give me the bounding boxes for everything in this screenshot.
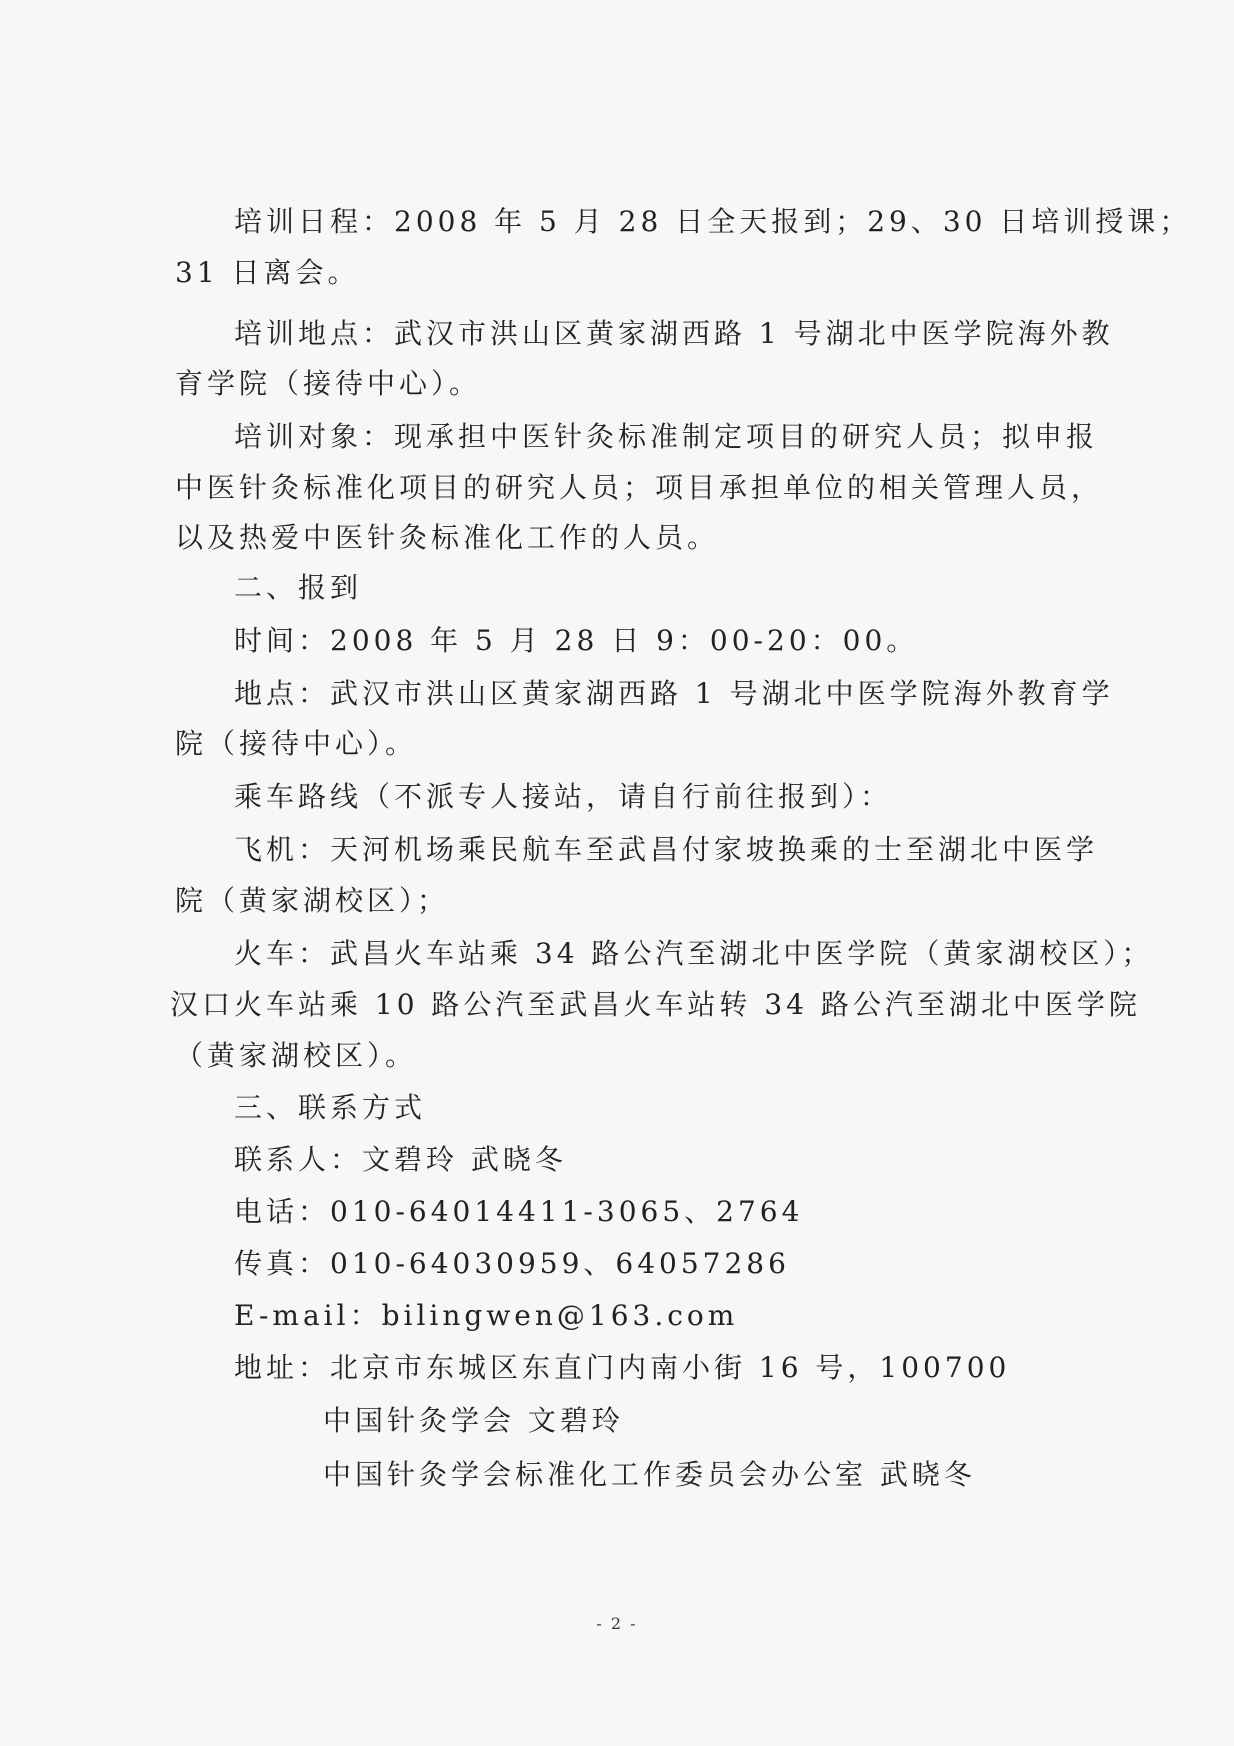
route-train-line-2: 汉口火车站乘 10 路公汽至武昌火车站转 34 路公汽至湖北中医学院 [170, 988, 1141, 1021]
contact-email: E-mail：bilingwen@163.com [234, 1299, 739, 1332]
audience-line-3: 以及热爱中医针灸标准化工作的人员。 [175, 521, 720, 554]
route-plane-line-1: 飞机：天河机场乘民航车至武昌付家坡换乘的士至湖北中医学 [234, 833, 1099, 866]
route-train-line-3: （黄家湖校区）。 [175, 1039, 418, 1072]
audience-line-2: 中医针灸标准化项目的研究人员；项目承担单位的相关管理人员， [175, 471, 1104, 504]
contact-address: 地址：北京市东城区东直门内南小街 16 号，100700 [234, 1351, 1011, 1384]
route-plane-line-2: 院（黄家湖校区）； [175, 884, 450, 917]
section-heading-contact: 三、联系方式 [234, 1091, 427, 1124]
schedule-line-2: 31 日离会。 [175, 256, 360, 289]
route-heading: 乘车路线（不派专人接站，请自行前往报到）： [234, 780, 893, 813]
organization-line-1: 中国针灸学会 文碧玲 [323, 1404, 624, 1437]
route-train-line-1: 火车：武昌火车站乘 34 路公汽至湖北中医学院（黄家湖校区）； [234, 937, 1154, 970]
contact-phone: 电话：010-64014411-3065、2764 [234, 1195, 804, 1228]
contact-persons: 联系人：文碧玲 武晓冬 [234, 1143, 567, 1176]
page-number: - 2 - [596, 1614, 638, 1633]
registration-time: 时间：2008 年 5 月 28 日 9：00-20：00。 [234, 624, 919, 657]
registration-place-line-1: 地点：武汉市洪山区黄家湖西路 1 号湖北中医学院海外教育学 [234, 677, 1114, 710]
location-line-1: 培训地点：武汉市洪山区黄家湖西路 1 号湖北中医学院海外教 [234, 317, 1114, 350]
organization-line-2: 中国针灸学会标准化工作委员会办公室 武晓冬 [323, 1458, 976, 1491]
section-heading-registration: 二、报到 [234, 571, 363, 604]
registration-place-line-2: 院（接待中心）。 [175, 727, 418, 760]
schedule-line-1: 培训日程：2008 年 5 月 28 日全天报到；29、30 日培训授课； [234, 205, 1192, 238]
contact-fax: 传真：010-64030959、64057286 [234, 1247, 790, 1280]
audience-line-1: 培训对象：现承担中医针灸标准制定项目的研究人员；拟申报 [234, 420, 1099, 453]
location-line-2: 育学院（接待中心）。 [175, 367, 482, 400]
